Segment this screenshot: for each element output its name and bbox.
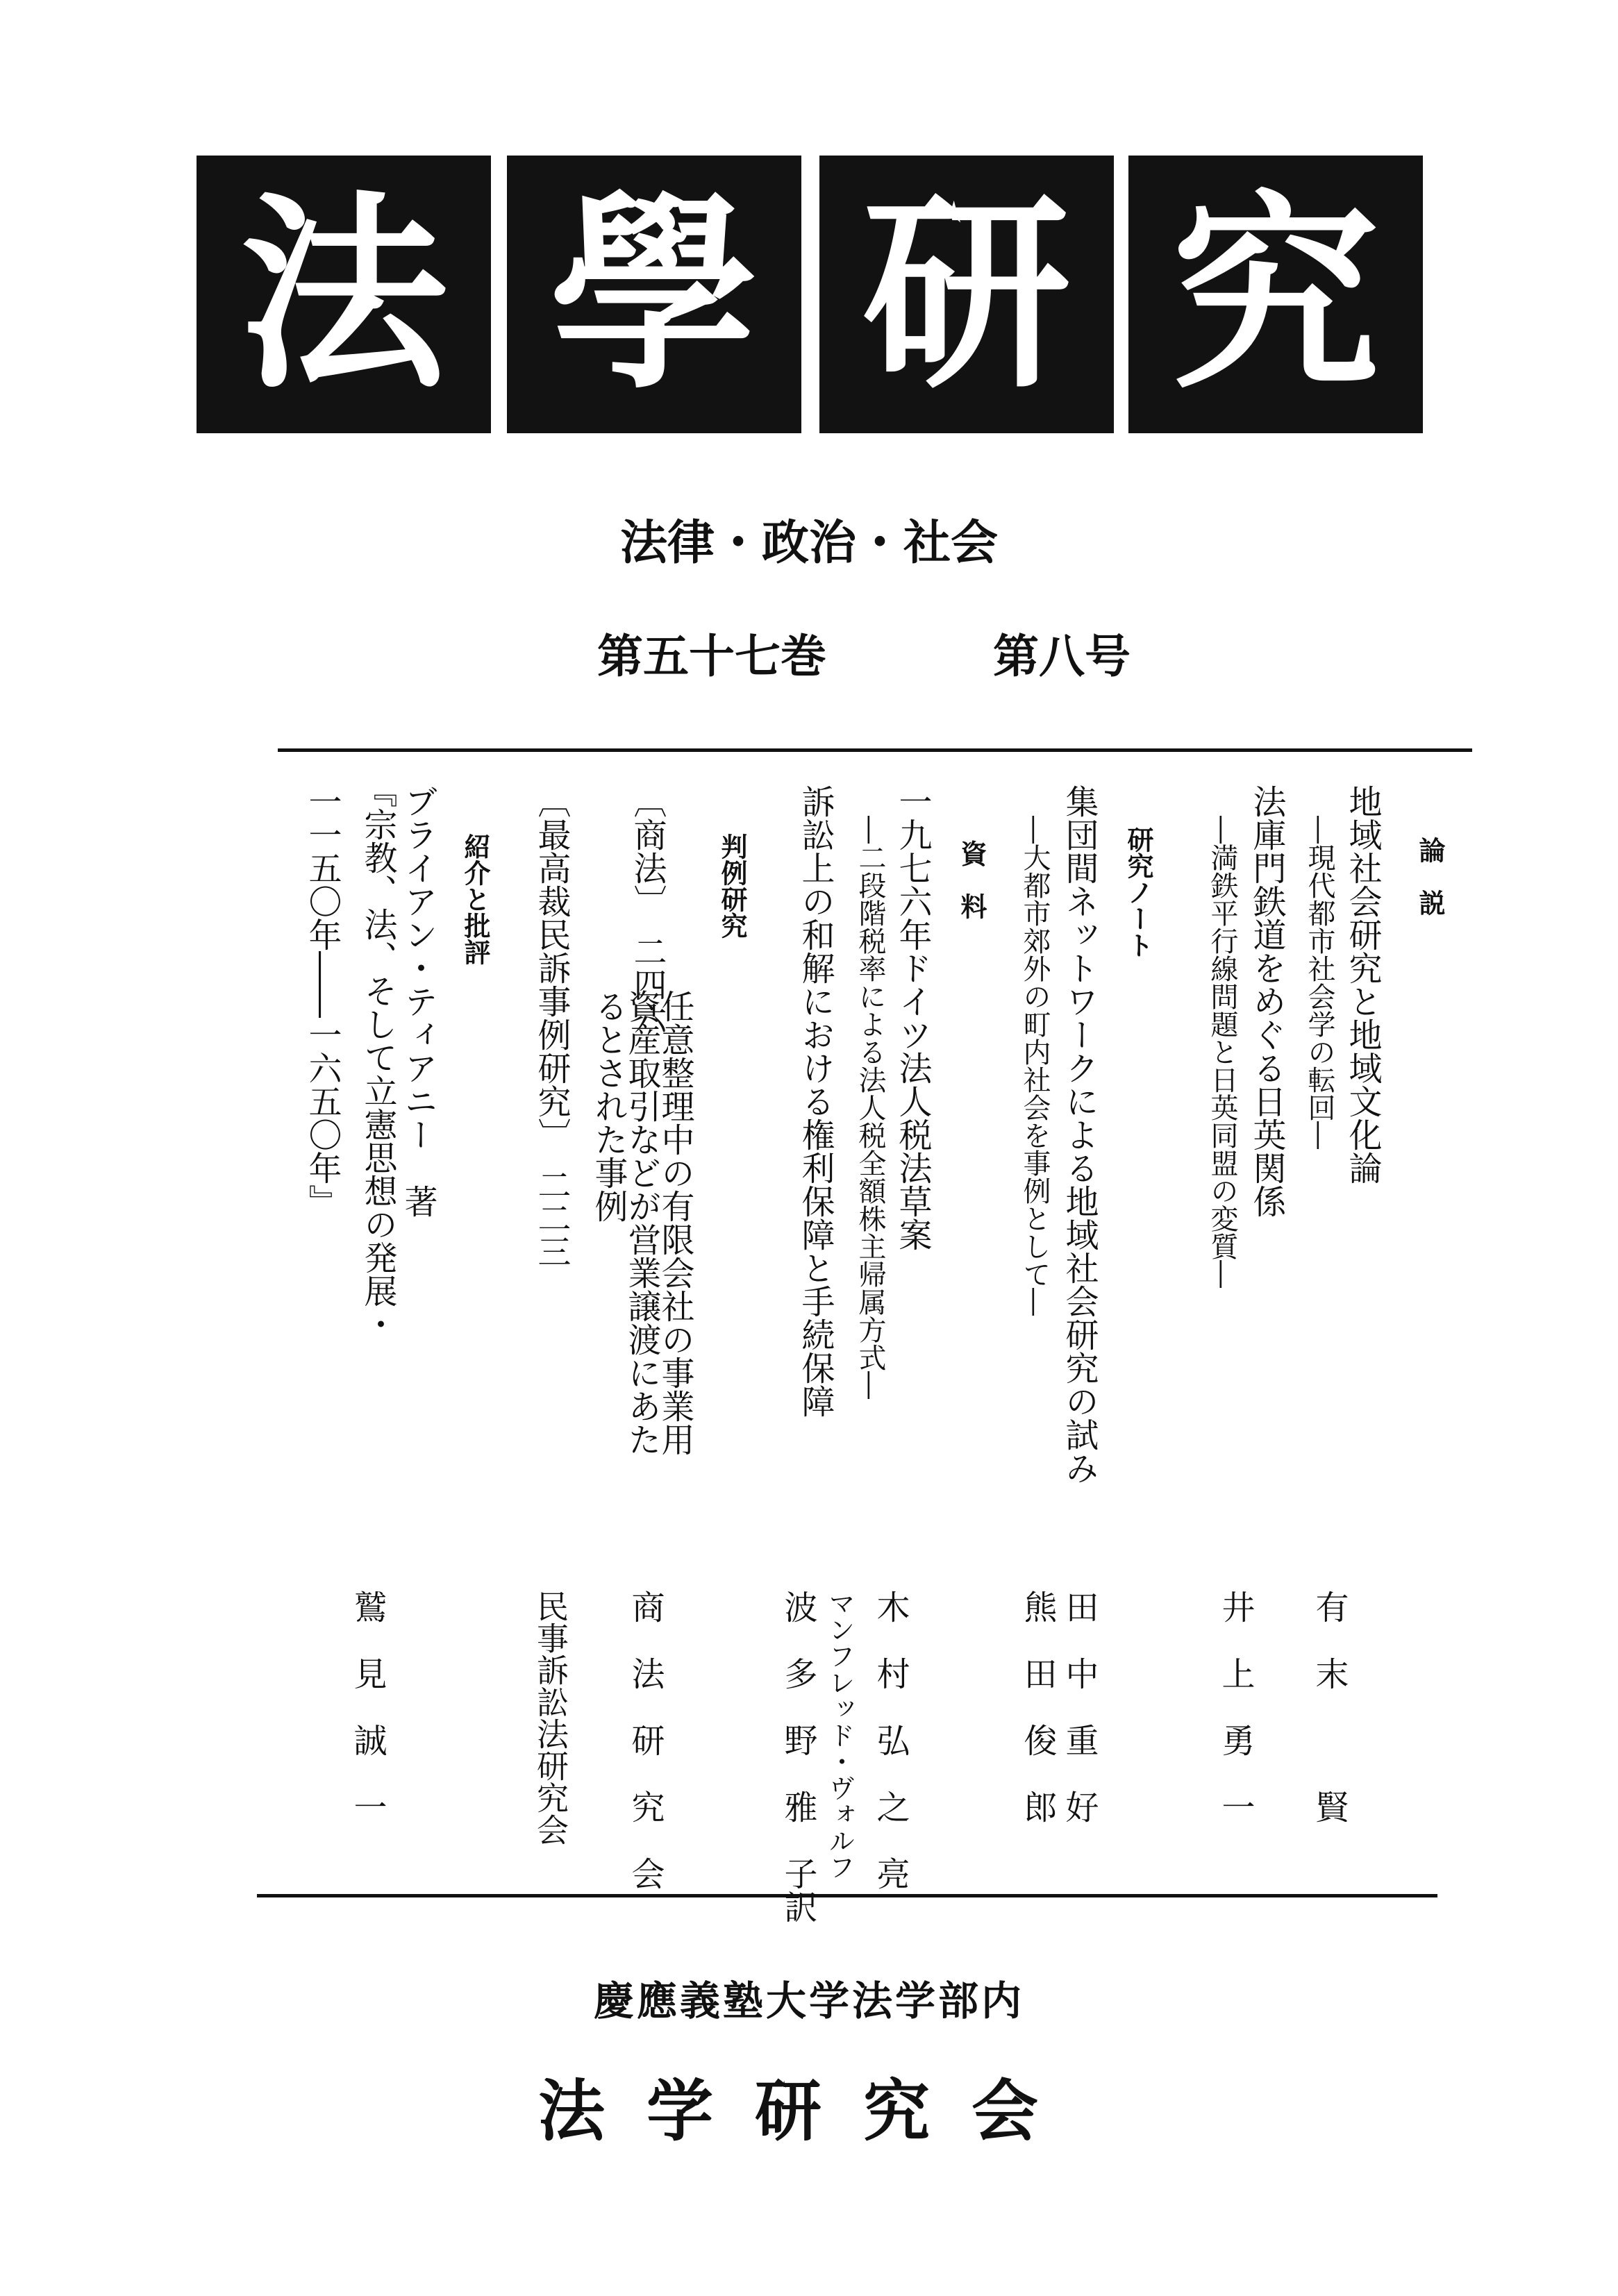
hanrei-label-2: 〔最高裁民訴事例研究〕 二二三 (532, 785, 571, 1268)
hanrei-title-1a: 任意整理中の有限会社の事業用 (656, 989, 694, 1456)
top-rule (278, 748, 1472, 752)
masthead-tile-3 (819, 156, 1114, 433)
author-wolf: マンフレッド・ヴォルフ (824, 1590, 855, 1880)
author-kimura: 木 村 弘 之 亮 (871, 1590, 910, 1890)
volume-number: 第五十七巻 (597, 630, 826, 683)
journal-subtitle: 法律・政治・社会 (619, 516, 998, 571)
hanrei-title-1b: 資産取引などが営業譲渡にあた (622, 989, 661, 1456)
masthead-tile-1 (197, 156, 491, 433)
masthead-char-4: 究 (1171, 171, 1380, 417)
article-title-2: 法庫門鉄道をめぐる日英関係 (1247, 785, 1286, 1218)
author-tanaka: 田 中 重 好 (1060, 1590, 1099, 1823)
publisher-name: 法学研究会 (538, 2072, 1080, 2150)
author-sumi: 鷲 見 誠 一 (348, 1590, 387, 1823)
review-line-3: 一一五〇年――一六五〇年』 (303, 785, 342, 1218)
section-heading-note: 研究ノート (1123, 826, 1153, 958)
issue-number: 第八号 (993, 630, 1131, 683)
section-heading-shiryo: 資 料 (956, 840, 987, 919)
masthead-char-3: 研 (862, 171, 1071, 417)
section-heading-ronsetsu: 論 説 (1415, 837, 1445, 916)
author-hatano: 波 多 野 雅 子訳 (778, 1590, 817, 1923)
section-heading-review: 紹介と批評 (460, 833, 490, 965)
author-minji-kenkyukai: 民事訴訟法研究会 (532, 1590, 569, 1845)
author-kumada: 熊 田 俊 郎 (1018, 1590, 1057, 1823)
shiryo-subtitle-1: ―二段階税率による法人税全額株主帰属方式― (854, 816, 886, 1399)
article-subtitle-1: ―現代都市社会学の転回― (1303, 816, 1335, 1149)
masthead-tile-4 (1128, 156, 1423, 433)
author-shoho-kenkyukai: 商 法 研 究 会 (626, 1590, 665, 1890)
shiryo-title-2: 訴訟上の和解における権利保障と手続保障 (796, 785, 835, 1418)
section-heading-hanrei: 判例研究 (717, 833, 747, 939)
shiryo-title-1: 一九七六年ドイツ法人税法草案 (893, 785, 932, 1251)
note-subtitle: ―大都市郊外の町内社会を事例として― (1019, 816, 1051, 1316)
article-title-1: 地域社会研究と地域文化論 (1343, 785, 1382, 1184)
hanrei-title-1c: るとされた事例 (589, 989, 628, 1223)
bottom-rule (257, 1894, 1437, 1897)
author-arisue: 有 末 賢 (1310, 1590, 1349, 1823)
note-title: 集団間ネットワークによる地域社会研究の試み (1060, 785, 1099, 1484)
review-line-1: ブライアン・ティアニー 著 (399, 785, 437, 1218)
publisher-affiliation: 慶應義塾大学法学部内 (593, 1977, 1024, 2025)
masthead-char-2: 學 (550, 171, 758, 417)
author-inoue: 井 上 勇 一 (1216, 1590, 1255, 1823)
review-line-2: 『宗教、法、そして立憲思想の発展・ (358, 774, 397, 1341)
masthead-tile-2 (507, 156, 801, 433)
masthead-char-1: 法 (240, 171, 448, 417)
hanrei-label-1: 〔商法〕 二四六 (628, 785, 667, 1034)
article-subtitle-2: ―満鉄平行線問題と日英同盟の変質― (1206, 816, 1238, 1288)
